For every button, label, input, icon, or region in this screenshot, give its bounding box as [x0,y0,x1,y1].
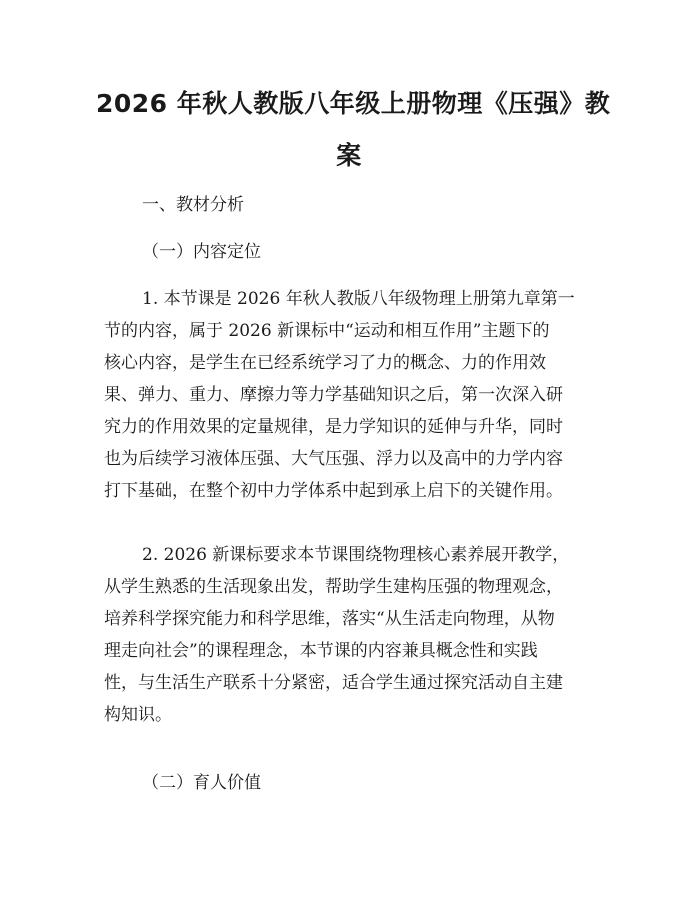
paragraph-1-line: 也为后续学习液体压强、大气压强、浮力以及高中的力学内容 [104,449,563,469]
paragraph-2-line: 性，与生活生产联系十分紧密，适合学生通过探究活动自主建 [104,673,563,693]
paragraph-1-line: 究力的作用效果的定量规律，是力学知识的延伸与升华，同时 [104,417,563,437]
section-heading-textbook-analysis: 一、教材分析 [142,195,244,215]
paragraph-2 [104,539,604,731]
title-line-1: 2026 年秋人教版八年级上册物理《压强》教 [96,89,611,118]
paragraph-2-line: 培养科学探究能力和科学思维，落实“从生活走向物理，从物 [104,609,555,629]
document-title [96,78,611,182]
paragraph-1-line: 打下基础，在整个初中力学体系中起到承上启下的关键作用。 [104,481,563,501]
paragraph-1-line: 核心内容，是学生在已经系统学习了力的概念、力的作用效 [104,353,546,373]
paragraph-1-line: 果、弹力、重力、摩擦力等力学基础知识之后，第一次深入研 [104,385,563,405]
paragraph-2-line: 从学生熟悉的生活现象出发，帮助学生建构压强的物理观念， [104,577,563,597]
paragraph-1-line: 节的内容，属于 2026 新课标中“运动和相互作用”主题下的 [104,321,550,341]
paragraph-2-line: 2. 2026 新课标要求本节课围绕物理核心素养展开教学， [142,545,570,565]
title-line-2: 案 [336,141,362,170]
subsection-heading-content-positioning: （一）内容定位 [142,242,261,262]
paragraph-2-line: 构知识。 [104,705,172,725]
paragraph-1 [104,283,604,507]
paragraph-2-line: 理走向社会”的课程理念，本节课的内容兼具概念性和实践 [104,641,538,661]
paragraph-1-line: 1. 本节课是 2026 年秋人教版八年级物理上册第九章第一 [142,289,575,309]
subsection-heading-educational-value: （二）育人价值 [142,773,261,793]
